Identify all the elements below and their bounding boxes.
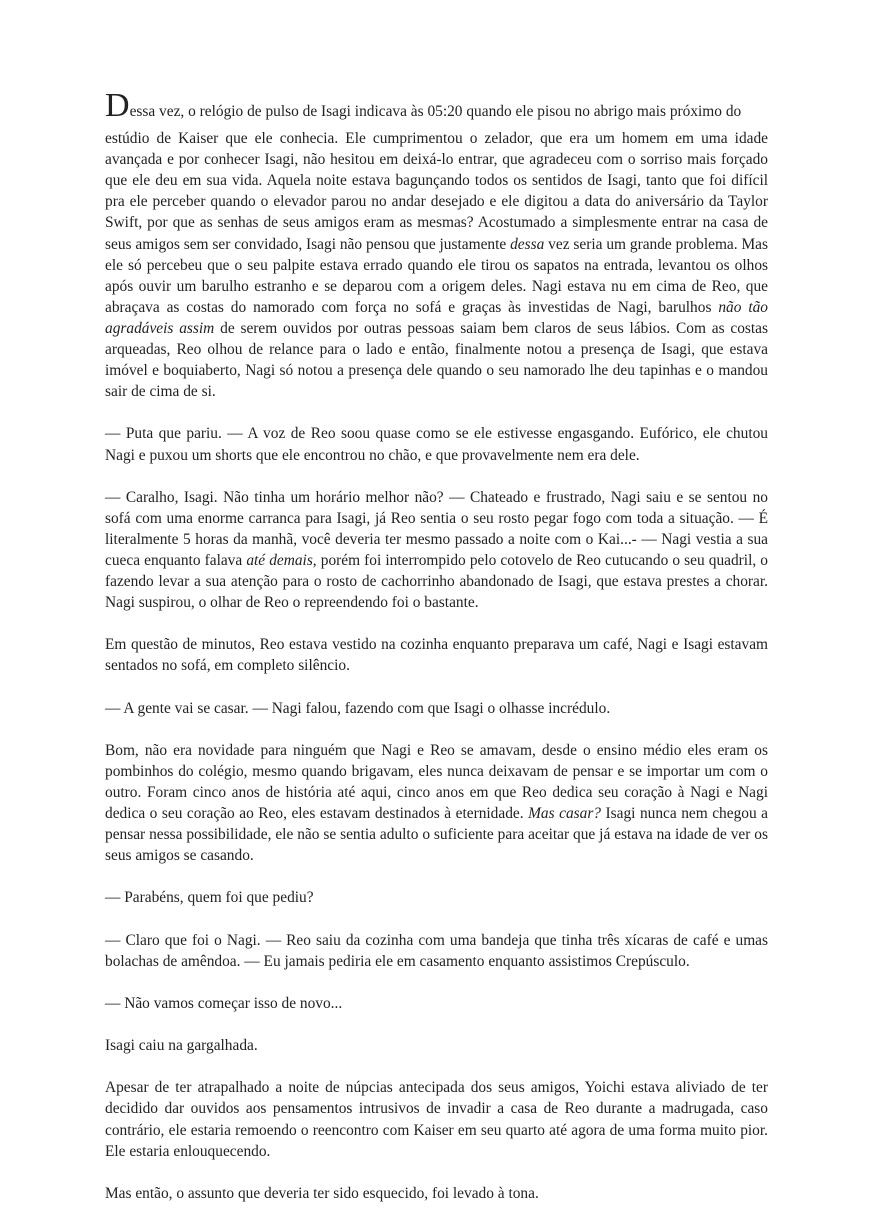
paragraph-1-text-a: estúdio de Kaiser que ele conhecia. Ele cumprimentou o zelador, que era um homem em uma idade avançada e por conhecer Isagi, não hesitou em deixá-lo entrar, que agradeceu com o sorriso mais forçado que ele deu em sua vida. Aquela noite estava bagunçando todos os sentidos de Isagi, tanto que foi difícil pra ele perceber quando o elevador parou no andar desejado e ele digitou a data do aniversário da Taylor Swift, por que as senhas de seus amigos eram as mesmas? Acostumado a simplesmente entrar na casa de seus amigos sem ser convidado, Isagi não pensou que justamente — [105, 130, 768, 253]
drop-cap: D — [105, 87, 130, 124]
first-line-text: essa vez, o relógio de pulso de Isagi indicava às 05:20 quando ele pisou no abrigo mais próximo do — [129, 103, 742, 120]
paragraph-9: — Não vamos começar isso de novo... — [105, 994, 343, 1012]
paragraph-6-emphasis: Mas casar? — [528, 805, 602, 823]
paragraph-8: — Claro que foi o Nagi. — Reo saiu da cozinha com uma bandeja que tinha três xícaras de café e umas bolachas de amêndoa. — Eu jamais pediria ele em casamento enquanto assistimos Crepúsculo. — [105, 931, 768, 970]
paragraph-3-text-b: porém foi interrompido pelo cotovelo de Reo cutucando o seu quadril, o fazendo levar a sua atenção para o rosto de cachorrinho abandonado de Isagi, que estava prestes a chorar. Nagi suspirou, o olhar de Reo o repreendendo foi o bastante. — [105, 551, 768, 612]
paragraph-3-text-a: — Caralho, Isagi. Não tinha um horário melhor não? — Chateado e frustrado, Nagi saiu e se sentou no sofá com uma enorme carranca para Isagi, já Reo sentia o seu rosto pegar fogo com toda a situação. — É literalmente 5 horas da manhã, você deveria ter mesmo passado a noite com o Kai...- — Nagi vestia a sua cueca enquanto falava — [105, 488, 768, 569]
paragraph-11: Apesar de ter atrapalhado a noite de núpcias antecipada dos seus amigos, Yoichi estava aliviado de ter decidido dar ouvidos aos pensamentos intrusivos de invadir a casa de Reo durante a madrugada, caso contrário, ele estaria remoendo o reencontro com Kaiser em seu quarto até agora de uma forma muito pior. Ele estaria enlouquecendo. — [105, 1079, 768, 1160]
paragraph-3-emphasis: até demais, — [246, 551, 317, 569]
paragraph-6-text-a: Bom, não era novidade para ninguém que Nagi e Reo se amavam, desde o ensino médio eles eram os pombinhos do colégio, mesmo quando brigavam, eles nunca deixavam de pensar e se importar um com o outro. Foram cinco anos de história até aqui, cinco anos em que Reo dedica seu coração à Nagi e Nagi dedica o seu coração ao Reo, eles estavam destinados à eternidade. — [105, 741, 768, 823]
paragraph-1-text-b: vez seria um grande problema. Mas ele só percebeu que o seu palpite estava errado quando ele tirou os sapatos na entrada, levantou os olhos após ouvir um barulho estranho e se deparou com a origem deles. Nagi estava nu em cima de Reo, que abraçava as costas do namorado com força no sofá e graças às investidas de Nagi, barulhos — [105, 235, 768, 316]
paragraph-6 — [105, 740, 768, 867]
paragraph-6-text-b: Isagi nunca nem chegou a pensar nessa possibilidade, ele não se sentia adulto o suficiente para aceitar que já estava na idade de ver os seus amigos se casando. — [105, 805, 769, 865]
paragraph-4: Em questão de minutos, Reo estava vestido na cozinha enquanto preparava um café, Nagi e Isagi estavam sentados no sofá, em completo silêncio. — [105, 636, 768, 675]
paragraph-1 — [105, 128, 768, 402]
paragraph-1-emphasis-1: dessa — [510, 235, 545, 253]
paragraph-2: — Puta que pariu. — A voz de Reo soou quase como se ele estivesse engasgando. Eufórico, ele chutou Nagi e puxou um shorts que ele encontrou no chão, e que provavelmente nem era dele. — [105, 425, 768, 464]
paragraph-1-text-c: de serem ouvidos por outras pessoas saiam bem claros de seus lábios. Com as costas arqueadas, Reo olhou de relance para o lado e então, finalmente notou a presença de Isagi, que estava imóvel e boquiaberto, Nagi só notou a presença dele quando o seu namorado lhe deu tapinhas e o mandou sair de cima de si. — [105, 319, 768, 401]
first-line — [105, 87, 768, 124]
paragraph-12: Mas então, o assunto que deveria ter sido esquecido, foi levado à tona. — [105, 1184, 539, 1202]
paragraph-1-emphasis-2: não tão agradáveis assim — [105, 298, 768, 337]
paragraph-5: — A gente vai se casar. — Nagi falou, fazendo com que Isagi o olhasse incrédulo. — [105, 699, 611, 717]
document-page — [105, 87, 769, 1225]
paragraph-10: Isagi caiu na gargalhada. — [105, 1037, 258, 1055]
paragraph-3 — [105, 487, 768, 614]
paragraph-7: — Parabéns, quem foi que pediu? — [105, 889, 314, 907]
